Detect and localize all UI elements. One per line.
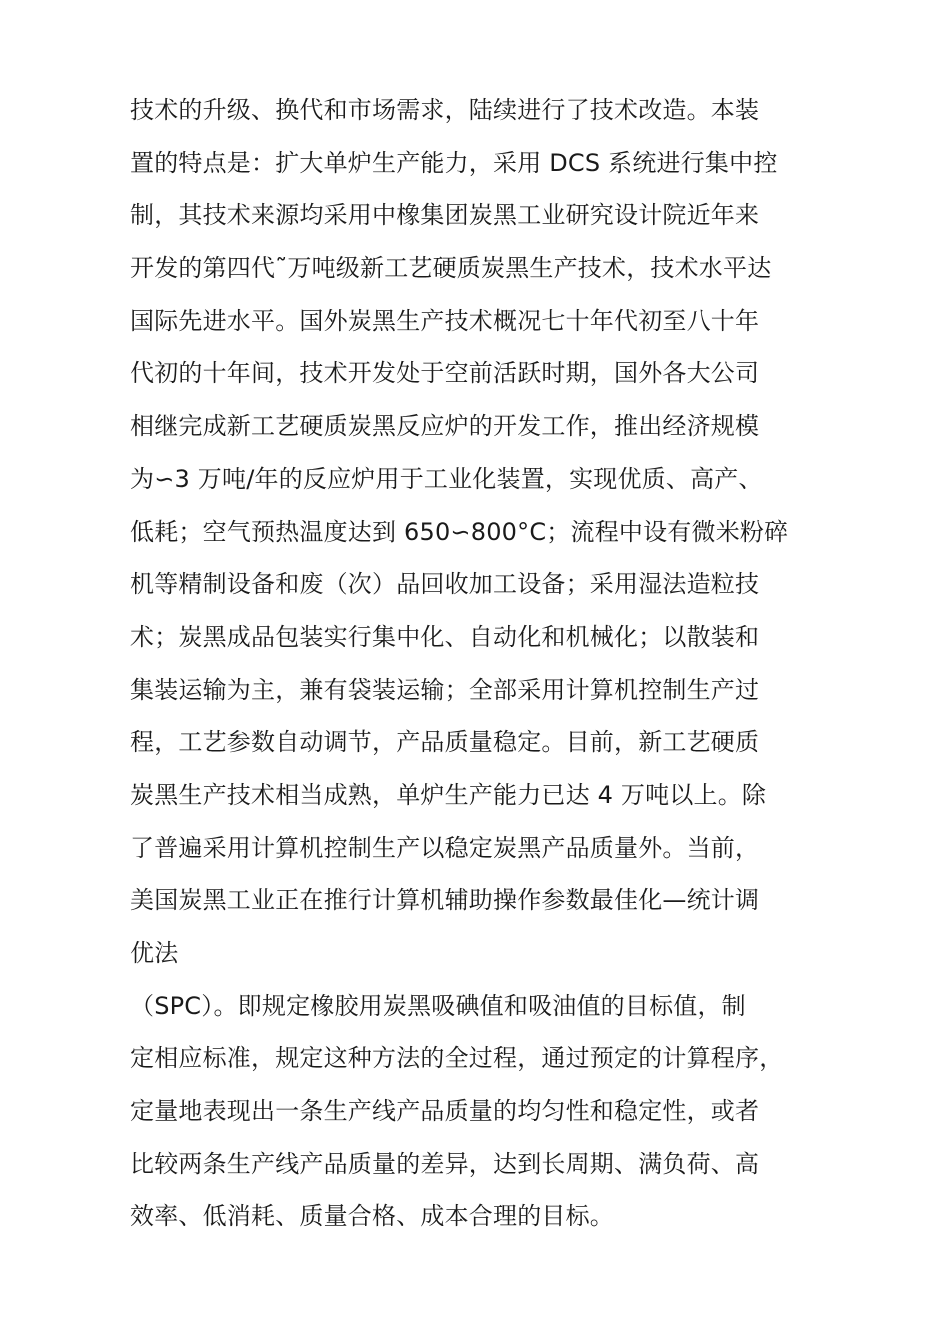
text-line: 代初的十年间，技术开发处于空前活跃时期，国外各大公司: [130, 359, 760, 388]
body-text: [130, 84, 820, 1243]
text-line: 技术的升级、换代和市场需求，陆续进行了技术改造。本装: [130, 96, 760, 124]
text-line: 了普遍采用计算机控制生产以稳定炭黑产品质量外。当前，: [130, 833, 760, 862]
text-line: 制，其技术来源均采用中橡集团炭黑工业研究设计院近年来: [130, 201, 760, 230]
text-line: 美国炭黑工业正在推行计算机辅助操作参数最佳化—统计调: [130, 886, 760, 915]
text-line: 优法: [130, 939, 179, 967]
text-line: 炭黑生产技术相当成熟，单炉生产能力已达 4 万吨以上。除: [130, 780, 767, 809]
text-line: 定量地表现出一条生产线产品质量的均匀性和稳定性，或者: [130, 1097, 760, 1126]
text-line: 国际先进水平。国外炭黑生产技术概况七十年代初至八十年: [130, 306, 760, 335]
text-line: 置的特点是：扩大单炉生产能力，采用 DCS 系统进行集中控: [130, 148, 778, 177]
text-line: 定相应标准，规定这种方法的全过程，通过预定的计算程序，: [130, 1044, 784, 1073]
text-line: 集装运输为主，兼有袋装运输；全部采用计算机控制生产过: [130, 675, 760, 704]
text-line: 低耗；空气预热温度达到 650∽800°C；流程中设有微米粉碎: [130, 517, 789, 546]
text-line: 效率、低消耗、质量合格、成本合理的目标。: [130, 1202, 614, 1231]
text-line: 为∽3 万吨/年的反应炉用于工业化装置，实现优质、高产、: [130, 464, 763, 493]
text-line: 比较两条生产线产品质量的差异，达到长周期、满负荷、高: [130, 1149, 760, 1178]
text-line: 术；炭黑成品包装实行集中化、自动化和机械化；以散装和: [130, 622, 760, 651]
text-line: 机等精制设备和废（次）品回收加工设备；采用湿法造粒技: [130, 570, 760, 599]
text-line: 相继完成新工艺硬质炭黑反应炉的开发工作，推出经济规模: [130, 412, 760, 441]
text-line: 程，工艺参数自动调节，产品质量稳定。目前，新工艺硬质: [130, 728, 760, 757]
text-line: （SPC）。即规定橡胶用炭黑吸碘值和吸油值的目标值，制: [130, 991, 746, 1020]
text-line: 开发的第四代˜万吨级新工艺硬质炭黑生产技术，技术水平达: [130, 254, 772, 283]
